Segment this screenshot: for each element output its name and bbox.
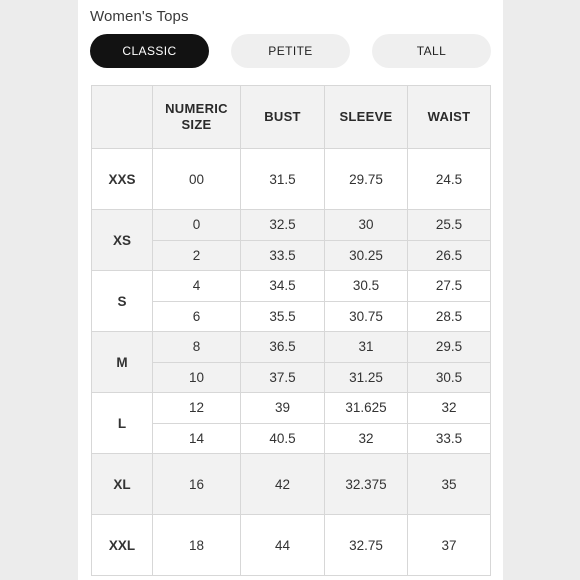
sleeve-cell: 30.25 <box>325 240 408 271</box>
tab-classic[interactable] <box>90 34 209 68</box>
waist-cell: 32 <box>408 393 491 424</box>
table-row <box>92 393 491 424</box>
header-numeric-size-label: NUMERIC SIZE <box>165 101 228 132</box>
numeric-size-cell: 00 <box>153 149 241 210</box>
size-label: M <box>92 332 153 393</box>
waist-cell: 27.5 <box>408 271 491 302</box>
numeric-size-cell: 16 <box>153 454 241 515</box>
numeric-size-cell: 8 <box>153 332 241 363</box>
waist-cell: 25.5 <box>408 210 491 241</box>
tab-tall[interactable] <box>372 34 491 68</box>
waist-cell: 24.5 <box>408 149 491 210</box>
size-label: XS <box>92 210 153 271</box>
header-bust: BUST <box>241 86 325 149</box>
tab-petite-label: PETITE <box>268 44 313 58</box>
sleeve-cell: 32.75 <box>325 515 408 576</box>
sleeve-cell: 32.375 <box>325 454 408 515</box>
numeric-size-cell: 0 <box>153 210 241 241</box>
tab-petite[interactable] <box>231 34 350 68</box>
sleeve-cell: 31.625 <box>325 393 408 424</box>
size-label: L <box>92 393 153 454</box>
size-label: XL <box>92 454 153 515</box>
table-row <box>92 210 491 241</box>
tab-tall-label: TALL <box>416 44 447 58</box>
sleeve-cell: 29.75 <box>325 149 408 210</box>
table-row <box>92 454 491 515</box>
table-row <box>92 332 491 363</box>
numeric-size-cell: 18 <box>153 515 241 576</box>
bust-cell: 34.5 <box>241 271 325 302</box>
numeric-size-cell: 14 <box>153 423 241 454</box>
tab-classic-label: CLASSIC <box>122 44 177 58</box>
sleeve-cell: 30.5 <box>325 271 408 302</box>
waist-cell: 33.5 <box>408 423 491 454</box>
waist-cell: 35 <box>408 454 491 515</box>
bust-cell: 36.5 <box>241 332 325 363</box>
waist-cell: 26.5 <box>408 240 491 271</box>
sleeve-cell: 31.25 <box>325 362 408 393</box>
bust-cell: 35.5 <box>241 301 325 332</box>
numeric-size-cell: 4 <box>153 271 241 302</box>
page-title: Women's Tops <box>90 8 189 25</box>
bust-cell: 32.5 <box>241 210 325 241</box>
header-blank <box>92 86 153 149</box>
waist-cell: 28.5 <box>408 301 491 332</box>
header-numeric-size <box>153 86 241 149</box>
size-label: XXL <box>92 515 153 576</box>
bust-cell: 39 <box>241 393 325 424</box>
sleeve-cell: 30.75 <box>325 301 408 332</box>
sleeve-cell: 30 <box>325 210 408 241</box>
bust-cell: 44 <box>241 515 325 576</box>
numeric-size-cell: 6 <box>153 301 241 332</box>
table-row <box>92 271 491 302</box>
bust-cell: 37.5 <box>241 362 325 393</box>
numeric-size-cell: 12 <box>153 393 241 424</box>
table-row <box>92 515 491 576</box>
table-header-row <box>92 86 491 149</box>
size-chart-table <box>91 85 491 576</box>
size-label: XXS <box>92 149 153 210</box>
bust-cell: 31.5 <box>241 149 325 210</box>
header-waist: WAIST <box>408 86 491 149</box>
sleeve-cell: 31 <box>325 332 408 363</box>
header-sleeve: SLEEVE <box>325 86 408 149</box>
size-label: S <box>92 271 153 332</box>
waist-cell: 30.5 <box>408 362 491 393</box>
numeric-size-cell: 10 <box>153 362 241 393</box>
bust-cell: 40.5 <box>241 423 325 454</box>
bust-cell: 42 <box>241 454 325 515</box>
bust-cell: 33.5 <box>241 240 325 271</box>
sleeve-cell: 32 <box>325 423 408 454</box>
waist-cell: 29.5 <box>408 332 491 363</box>
waist-cell: 37 <box>408 515 491 576</box>
table-row <box>92 149 491 210</box>
numeric-size-cell: 2 <box>153 240 241 271</box>
